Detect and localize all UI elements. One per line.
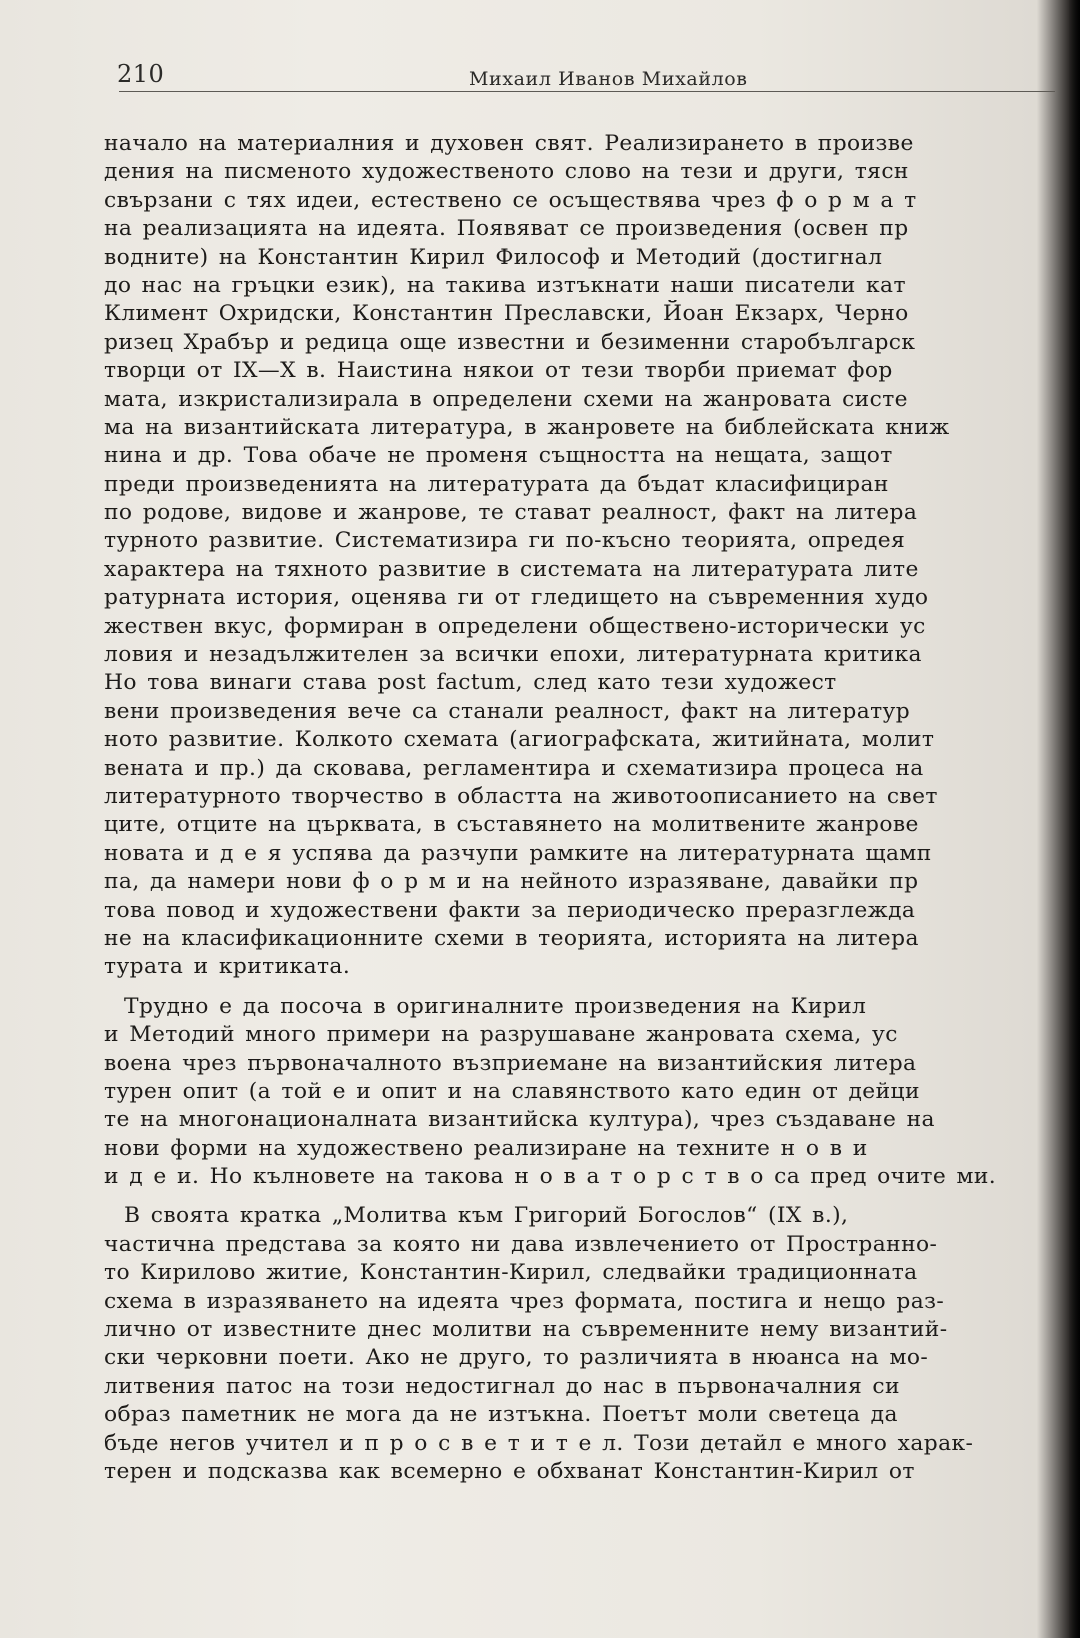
page-number: 210 bbox=[117, 60, 165, 88]
text-line: характера на тяхното развитие в системата на литературата лите bbox=[104, 556, 919, 582]
text-line: и д е и. Но кълновете на такова н о в а т о р с т в о са пред очите ми. bbox=[104, 1164, 997, 1190]
text-line: свързани с тях идеи, естествено се осъществява чрез ф о р м а т bbox=[104, 187, 917, 213]
paragraph bbox=[104, 130, 1070, 982]
text-line: водните) на Константин Кирил Философ и Методий (достигнал bbox=[104, 244, 883, 270]
paragraph bbox=[104, 993, 1070, 1192]
text-line: преди произведенията на литературата да бъдат класифициран bbox=[104, 471, 889, 497]
text-line: бъде негов учител и п р о с в е т и т е л. Този детайл е много харак- bbox=[104, 1430, 974, 1456]
text-line: ски черковни поети. Ако не друго, то различията в нюанса на мо- bbox=[104, 1345, 929, 1371]
text-line: до нас на гръцки език), на такива изтъкнати наши писатели кат bbox=[104, 272, 906, 298]
text-line: нови форми на художествено реализиране на техните н о в и bbox=[104, 1135, 868, 1161]
running-header: Михаил Иванов Михайлов bbox=[469, 68, 748, 90]
text-line: Трудно е да посоча в оригиналните произведения на Кирил bbox=[124, 993, 867, 1019]
text-line: схема в изразяването на идеята чрез формата, постига и нещо раз- bbox=[104, 1288, 945, 1314]
text-line: терен и подсказва как всемерно е обхванат Константин-Кирил от bbox=[104, 1458, 915, 1484]
text-line: дения на писменото художественото слово на тези и други, тясн bbox=[104, 159, 909, 185]
text-line: вената и пр.) да сковава, регламентира и схематизира процеса на bbox=[104, 755, 924, 781]
text-line: литературното творчество в областта на животоописанието на свет bbox=[104, 783, 938, 809]
header-rule bbox=[119, 91, 1055, 92]
text-line: Но това винаги става post factum, след като тези художест bbox=[104, 670, 837, 696]
text-line: па, да намери нови ф о р м и на нейното изразяване, давайки пр bbox=[104, 869, 919, 895]
text-line: на реализацията на идеята. Появяват се произведения (освен пр bbox=[104, 216, 909, 242]
paragraph bbox=[104, 1202, 1070, 1486]
page-header bbox=[117, 60, 1057, 102]
text-line: Климент Охридски, Константин Преславски, Йоан Екзарх, Черно bbox=[104, 301, 909, 327]
text-line: В своята кратка „Молитва към Григорий Богослов“ (IX в.), bbox=[124, 1203, 849, 1229]
text-line: ратурната история, оценява ги от гледището на съвременния худо bbox=[104, 585, 929, 611]
text-line: турен опит (а той е и опит и на славянството като един от дейци bbox=[104, 1078, 920, 1104]
text-line: те на многонационалната византийска култура), чрез създаване на bbox=[104, 1107, 935, 1133]
text-line: мата, изкристализирала в определени схеми на жанровата систе bbox=[104, 386, 908, 412]
paragraph-gap bbox=[104, 1191, 1070, 1202]
text-line: творци от IX—X в. Наистина някои от тези творби приемат фор bbox=[104, 358, 893, 384]
text-line: ците, отците на църквата, в съставянето на молитвените жанрове bbox=[104, 812, 919, 838]
text-line: ма на византийската литература, в жанровете на библейската книж bbox=[104, 414, 950, 440]
text-line: частична представа за която ни дава извлечението от Пространно- bbox=[104, 1231, 938, 1257]
text-line: турата и критиката. bbox=[104, 954, 351, 980]
text-line: нина и др. Това обаче не променя същността на нещата, защот bbox=[104, 443, 893, 469]
text-line: лично от известните днес молитви на съвременните нему византий- bbox=[104, 1317, 948, 1343]
text-line: вени произведения вече са станали реалност, факт на литератур bbox=[104, 698, 911, 724]
text-line: начало на материалния и духовен свят. Реализирането в произве bbox=[104, 131, 914, 156]
text-line: ловия и незадължителен за всички епохи, литературната критика bbox=[104, 642, 922, 668]
text-body bbox=[104, 130, 1070, 1486]
text-line: ното развитие. Колкото схемата (агиографската, житийната, молит bbox=[104, 727, 935, 753]
text-line: и Методий много примери на разрушаване жанровата схема, ус bbox=[104, 1022, 898, 1048]
paragraph-gap bbox=[104, 982, 1070, 993]
text-line: литвения патос на този недостигнал до нас в първоначалния си bbox=[104, 1373, 900, 1399]
text-line: по родове, видове и жанрове, те стават реалност, факт на литера bbox=[104, 500, 918, 526]
text-line: не на класификационните схеми в теорията, историята на литера bbox=[104, 925, 919, 951]
text-line: воена чрез първоначалното възприемане на византийския литера bbox=[104, 1050, 917, 1076]
text-line: то Кирилово житие, Константин-Кирил, следвайки традиционната bbox=[104, 1260, 918, 1286]
text-line: турното развитие. Систематизира ги по-късно теорията, опредея bbox=[104, 528, 906, 554]
text-line: новата и д е я успява да разчупи рамките на литературната щамп bbox=[104, 840, 932, 866]
text-line: образ паметник не мога да не изтъкна. Поетът моли светеца да bbox=[104, 1402, 898, 1428]
text-line: това повод и художествени факти за периодическо преразглежда bbox=[104, 897, 916, 923]
text-line: жествен вкус, формиран в определени обществено-исторически ус bbox=[104, 613, 926, 639]
text-line: ризец Храбър и редица още известни и безименни старобългарск bbox=[104, 329, 916, 355]
